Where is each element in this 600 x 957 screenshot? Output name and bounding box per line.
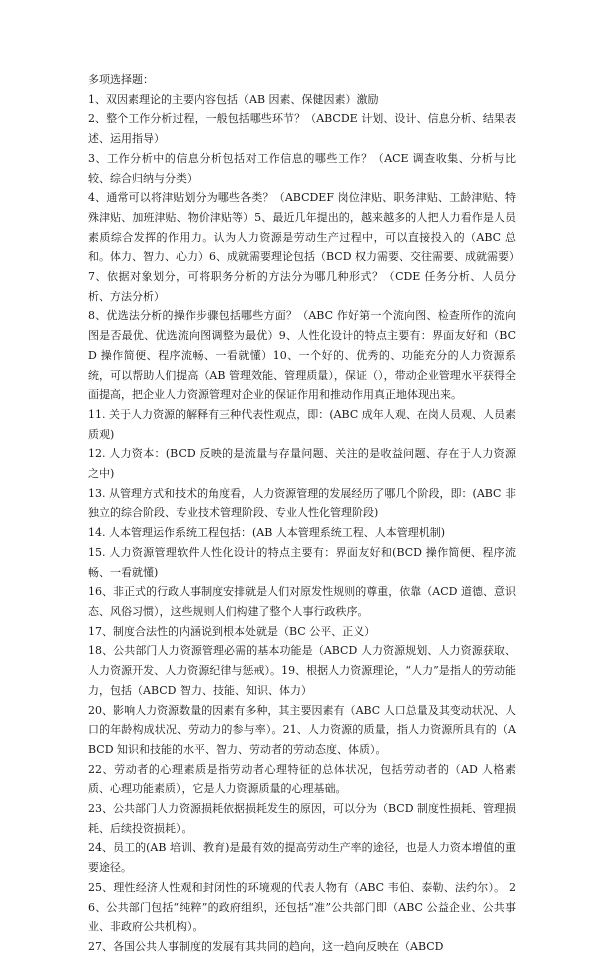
question-item-15: 15. 人力资源管理软件人性化设计的特点主要有：界面友好和(BCD 操作简便、程序流畅、一看就懂): [88, 545, 516, 579]
question-item-1: 1、双因素理论的主要内容包括（AB 因素、保健因素）激励: [88, 92, 379, 106]
question-item-17: 17、制度合法性的内涵说到根本处就是（BC 公平、正义）: [88, 624, 376, 638]
question-item-27: 27、各国公共人事制度的发展有其共同的趋向，这一趋向反映在（ABCD: [88, 939, 444, 953]
question-item-25-26: 25、理性经济人性观和封闭性的环境观的代表人物有（ABC 韦伯、泰勒、法约尔）。 26、公共部门包括“纯粹”的政府组织，还包括“准”公共部门即（ABC 公益企业、公共事业、非政府公共机构）。: [88, 880, 516, 934]
document-page: [88, 70, 521, 957]
section-heading: 多项选择题：: [88, 73, 154, 86]
question-item-16: 16、非正式的行政人事制度安排就是人们对原发性规则的尊重，依靠（ACD 道德、意识态、风俗习惯），这些规则人们构建了整个人事行政秩序。: [88, 585, 516, 618]
question-item-11: 11. 关于人力资源的解释有三种代表性观点，即：(ABC 成年人观、在岗人员观、人员素质观): [88, 407, 516, 441]
question-item-24: 24、员工的(AB 培训、教育)是最有效的提高劳动生产率的途径，也是人力资本增值的重要途径。: [88, 841, 516, 875]
question-item-13: 13. 从管理方式和技术的角度看，人力资源管理的发展经历了哪几个阶段，即：(ABC 非独立的综合阶段、专业技术管理阶段、专业人性化管理阶段): [88, 486, 516, 520]
question-item-3: 3、工作分析中的信息分析包括对工作信息的哪些工作？（ACE 调查收集、分析与比较、综合归纳与分类）: [88, 151, 516, 185]
question-item-4-6: 4、通常可以将津贴划分为哪些各类？（ABCDEF 岗位津贴、职务津贴、工龄津贴、特殊津贴、加班津贴、物价津贴等）5、最近几年提出的，越来越多的人把人力看作是人员素质综合发挥的作用力。认为人力资源是劳动生产过程中，可以直接投入的（ABC 总和。体力、智力、心力）6、成就需要理论包括（BCD 权力需要、交往需要、成就需要）: [88, 191, 521, 264]
question-item-18-19: 18、公共部门人力资源管理必需的基本功能是（ABCD 人力资源规划、人力资源获取、人力资源开发、人力资源纪律与惩戒）。19、根据人力资源理论，“人力”是指人的劳动能力，包括（ABCD 智力、技能、知识、体力）: [88, 644, 516, 697]
question-item-8-10: 8、优选法分析的操作步骤包括哪些方面？（ABC 作好第一个流向图、检查所作的流向图是否最优、优选流向图调整为最优）9、人性化设计的特点主要有：界面友好和（BCD 操作简便、程序流畅、一看就懂）10、一个好的、优秀的、功能充分的人力资源系统，可以帮助人们提高（AB 管理效能、管理质量），保证（），带动企业管理水平获得全面提高，把企业人力资源管理对企业的保证作用和推动作用真正地体现出来。: [88, 309, 516, 402]
question-item-2: 2、整个工作分析过程，一般包括哪些环节？（ABCDE 计划、设计、信息分析、结果表述、运用指导）: [88, 112, 516, 146]
question-item-7: 7、依据对象划分，可将职务分析的方法分为哪几种形式？（CDE 任务分析、人员分析、方法分析）: [88, 270, 516, 303]
question-item-23: 23、公共部门人力资源损耗依据损耗发生的原因，可以分为（BCD 制度性损耗、管理损耗、后续投资损耗）。: [88, 802, 517, 835]
question-item-12: 12. 人力资本：(BCD 反映的是流量与存量问题、关注的是收益问题、存在于人力资源之中): [88, 447, 516, 481]
question-item-22: 22、劳动者的心理素质是指劳动者心理特征的总体状况，包括劳动者的（AD 人格素质、心理功能素质），它是人力资源质量的心理基础。: [88, 762, 516, 796]
question-item-20-21: 20、影响人力资源数量的因素有多种，其主要因素有（ABC 人口总量及其变动状况、人口的年龄构成状况、劳动力的参与率）。21、人力资源的质量，指人力资源所具有的（ABCD 知识和技能的水平、智力、劳动者的劳动态度、体质）。: [88, 703, 516, 756]
question-item-14: 14. 人本管理运作系统工程包括：(AB 人本管理系统工程、人本管理机制): [88, 526, 446, 540]
